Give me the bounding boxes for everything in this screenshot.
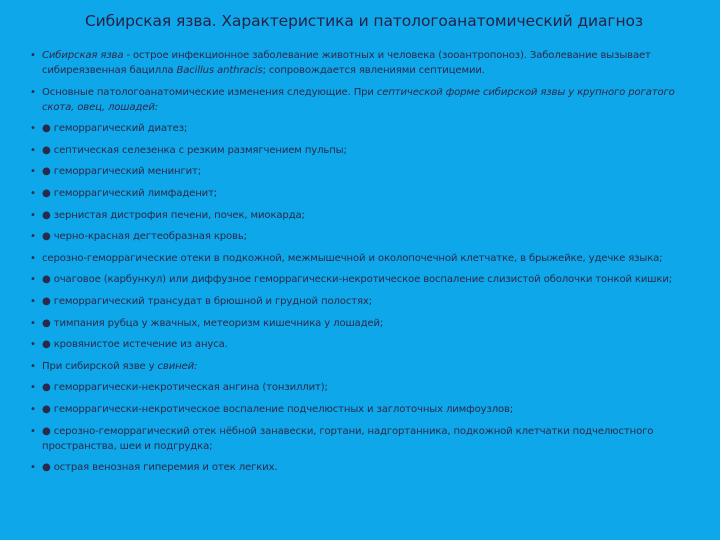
- list-item: [30, 208, 698, 223]
- text: ; сопровождается явлениями септицемии.: [262, 65, 485, 76]
- bullet-list: [30, 48, 698, 475]
- list-item: [30, 186, 698, 201]
- list-item: [30, 460, 698, 475]
- list-item: [30, 272, 698, 287]
- text: ● геморрагический лимфаденит;: [42, 187, 218, 199]
- text: ● септическая селезенка с резким размягчением пульпы;: [42, 144, 347, 156]
- italic-text: Bacillus anthracis: [176, 65, 263, 76]
- list-item: [30, 164, 698, 179]
- list-item: [30, 424, 698, 454]
- text: - острое инфекционное заболевание животных и человека (зооантропоноз). Заболевание вызывает сибиреязвенная бацилла: [42, 50, 651, 76]
- text: ● геморрагически-некротическое воспаление подчелюстных и заглоточных лимфоузлов;: [42, 403, 514, 415]
- text: ● геморрагический менингит;: [42, 166, 202, 178]
- text: ● зернистая дистрофия печени, почек, миокарда;: [42, 209, 305, 221]
- list-item: [30, 251, 698, 266]
- list-item: [30, 294, 698, 309]
- list-item: [30, 337, 698, 352]
- italic-text: свиней:: [157, 360, 198, 372]
- text: ● острая венозная гиперемия и отек легких.: [42, 462, 278, 474]
- list-item: [30, 316, 698, 331]
- list-item: [30, 48, 698, 78]
- list-item: [30, 380, 698, 395]
- list-item: [30, 143, 698, 158]
- list-item: [30, 85, 698, 115]
- list-item: [30, 359, 698, 374]
- text: серозно-геморрагические отеки в подкожной, межмышечной и околопочечной клетчатке, в брыжейке, удечке языка;: [42, 252, 663, 264]
- text: ● геморрагический диатез;: [42, 123, 188, 135]
- text: ● серозно-геморрагический отек нёбной занавески, гортани, надгортанника, подкожной клетчатки подчелюстного пространства, шеи и подгрудка;: [42, 425, 654, 452]
- italic-text: Сибирская язва: [42, 50, 124, 61]
- text: ● геморрагический трансудат в брюшной и грудной полостях;: [42, 295, 372, 307]
- text: Основные патологоанатомические изменения следующие. При: [42, 86, 377, 98]
- list-item: [30, 121, 698, 136]
- text: ● геморрагически-некротическая ангина (тонзиллит);: [42, 382, 328, 394]
- slide-title: Сибирская язва. Характеристика и патологоанатомический диагноз: [84, 12, 644, 30]
- italic-text: септической форме сибирской язвы у крупного рогатого скота, овец, лошадей:: [42, 86, 675, 113]
- text: ● тимпания рубца у жвачных, метеоризм кишечника у лошадей;: [42, 317, 384, 329]
- text: ● черно-красная дегтеобразная кровь;: [42, 231, 247, 243]
- text: ● кровянистое истечение из ануса.: [42, 339, 228, 351]
- text: ● очаговое (карбункул) или диффузное геморрагически-некротическое воспаление слизистой оболочки тонкой кишки;: [42, 274, 672, 286]
- list-item: [30, 229, 698, 244]
- text: При сибирской язве у: [42, 360, 158, 372]
- list-item: [30, 402, 698, 417]
